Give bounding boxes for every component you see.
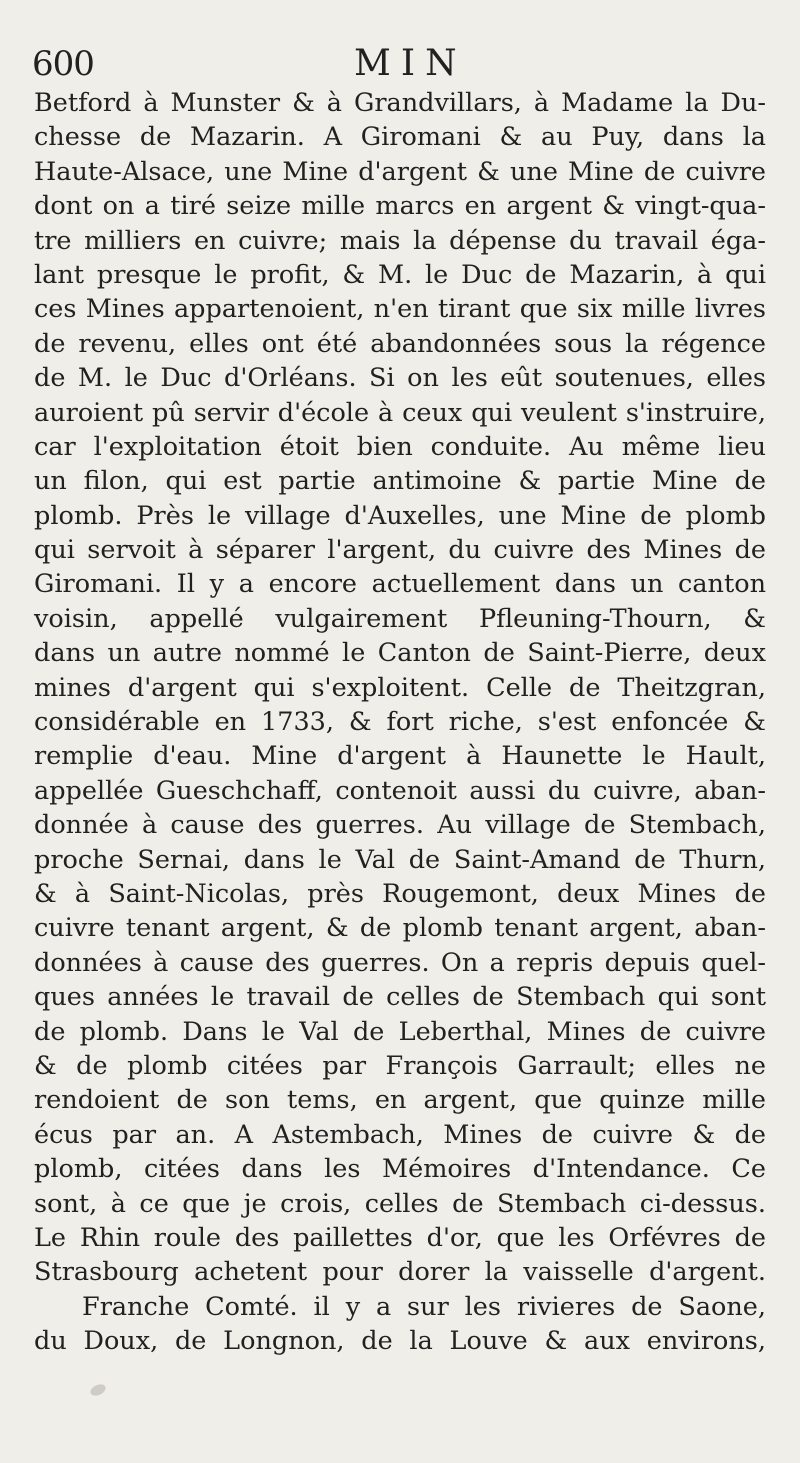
text-line: dans un autre nommé le Canton de Saint-Pierre, deux: [34, 638, 766, 669]
text-line: Strasbourg achetent pour dorer la vaisselle d'argent.: [34, 1257, 766, 1288]
text-line: mines d'argent qui s'exploitent. Celle de Theitzgran,: [34, 672, 766, 703]
text-line: Giromani. Il y a encore actuellement dans un canton: [34, 569, 766, 600]
text-line: & de plomb citées par François Garrault; elles ne: [34, 1050, 766, 1081]
text-line: qui servoit à séparer l'argent, du cuivre des Mines de: [34, 535, 766, 566]
text-line: rendoient de son tems, en argent, que quinze mille: [34, 1085, 766, 1116]
text-line: du Doux, de Longnon, de la Louve & aux environs,: [34, 1326, 766, 1357]
text-line: Haute-Alsace, une Mine d'argent & une Mine de cuivre: [34, 156, 766, 187]
text-line: appellée Gueschchaff, contenoit aussi du cuivre, aban-: [34, 775, 766, 806]
text-line: de plomb. Dans le Val de Leberthal, Mines de cuivre: [34, 1016, 766, 1047]
text-line: lant presque le profit, & M. le Duc de Mazarin, à qui: [34, 259, 766, 290]
body-text: [34, 86, 766, 1358]
text-line: dont on a tiré seize mille marcs en argent & vingt-qua-: [34, 191, 766, 222]
text-line: Franche Comté. il y a sur les rivieres de Saone,: [82, 1291, 766, 1322]
text-line: voisin, appellé vulgairement Pfleuning-Thourn, &: [34, 603, 766, 634]
text-line: tre milliers en cuivre; mais la dépense du travail éga-: [34, 225, 766, 256]
text-line: de revenu, elles ont été abandonnées sous la régence: [34, 328, 766, 359]
page-number: 600: [32, 44, 94, 84]
text-line: auroient pû servir d'école à ceux qui veulent s'instruire,: [34, 397, 766, 428]
text-line: & à Saint-Nicolas, près Rougemont, deux Mines de: [34, 878, 766, 909]
text-line: plomb, citées dans les Mémoires d'Intendance. Ce: [34, 1154, 766, 1185]
text-line: ces Mines appartenoient, n'en tirant que six mille livres: [34, 294, 766, 325]
text-line: considérable en 1733, & fort riche, s'est enfoncée &: [34, 707, 766, 738]
text-line: un filon, qui est partie antimoine & partie Mine de: [34, 466, 766, 497]
text-line: ques années le travail de celles de Stembach qui sont: [34, 982, 766, 1013]
text-line: données à cause des guerres. On a repris depuis quel-: [34, 947, 766, 978]
text-line: donnée à cause des guerres. Au village de Stembach,: [34, 810, 766, 841]
text-line: car l'exploitation étoit bien conduite. Au même lieu: [34, 431, 766, 462]
text-line: Betford à Munster & à Grandvillars, à Madame la Du-: [34, 88, 766, 118]
text-line: chesse de Mazarin. A Giromani & au Puy, dans la: [34, 122, 766, 153]
text-line: de M. le Duc d'Orléans. Si on les eût soutenues, elles: [34, 363, 766, 394]
text-line: cuivre tenant argent, & de plomb tenant argent, aban-: [34, 913, 766, 944]
text-line: plomb. Près le village d'Auxelles, une Mine de plomb: [34, 500, 766, 531]
ink-smudge: [89, 1382, 108, 1398]
text-line: proche Sernai, dans le Val de Saint-Amand de Thurn,: [34, 844, 766, 875]
running-head: MIN: [354, 43, 467, 84]
text-line: remplie d'eau. Mine d'argent à Haunette le Hault,: [34, 741, 766, 772]
text-line: écus par an. A Astembach, Mines de cuivre & de: [34, 1119, 766, 1150]
text-line: Le Rhin roule des paillettes d'or, que les Orfévres de: [34, 1222, 766, 1253]
text-line: sont, à ce que je crois, celles de Stembach ci-dessus.: [34, 1188, 766, 1219]
